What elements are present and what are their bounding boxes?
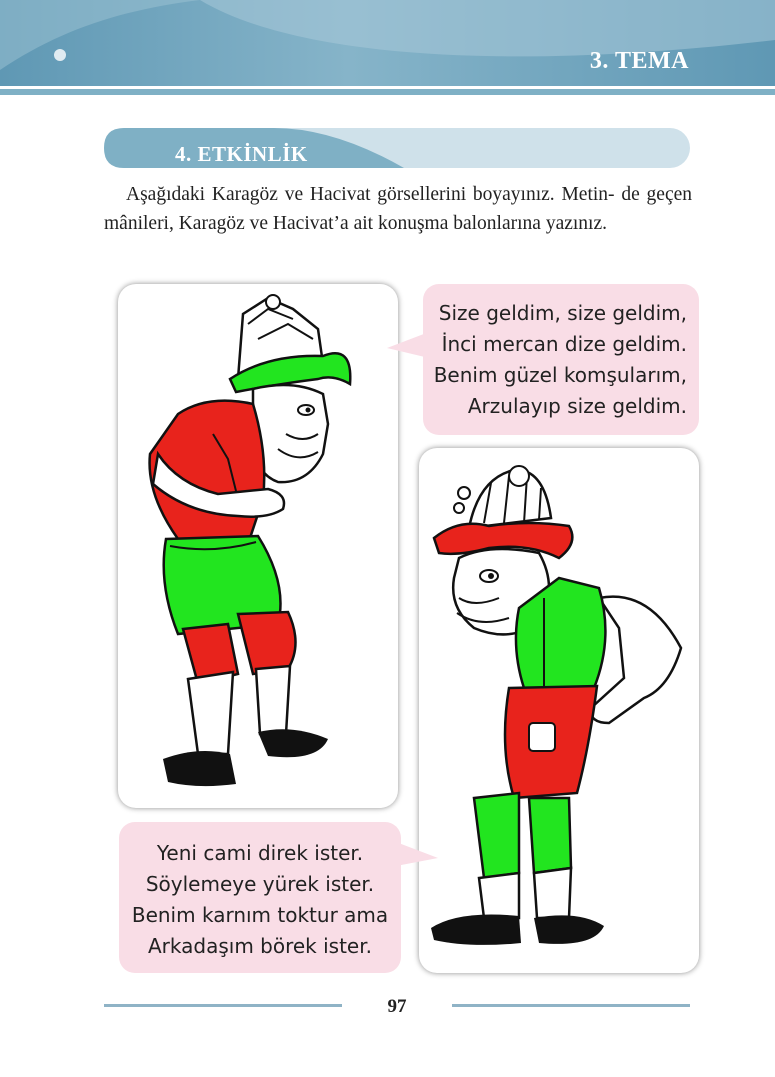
- hacivat-figure: [419, 448, 699, 973]
- verse-line: Yeni cami direk ister.: [156, 841, 364, 865]
- activity-title: 4. ETKİNLİK: [175, 142, 308, 166]
- karagoz-card: [118, 284, 398, 808]
- instruction-line: de geçen mânileri, Karagöz ve Hacivat’a ait konuşma balonlarına: [104, 184, 693, 234]
- verse-line: Arzulayıp size geldim.: [467, 394, 687, 418]
- verse-line: Benim karnım toktur ama: [131, 903, 389, 927]
- instruction-text: [104, 180, 692, 238]
- speech-bubble-bottom-left: [119, 822, 401, 973]
- verse-line: Size geldim, size geldim,: [438, 301, 687, 325]
- verse-line: İnci mercan dize geldim.: [441, 332, 687, 356]
- verse-line: Söylemeye yürek ister.: [145, 872, 375, 896]
- footer-line-right: [452, 1004, 690, 1007]
- theme-label: 3. TEMA: [589, 48, 689, 74]
- instruction-line: Aşağıdaki Karagöz ve Hacivat görsellerini boyayınız. Metin-: [126, 184, 615, 205]
- footer-line-left: [104, 1004, 342, 1007]
- bubble-tail-bottom: [396, 838, 440, 868]
- hacivat-card: [419, 448, 699, 973]
- verse-line: Benim güzel komşularım,: [433, 363, 687, 387]
- karagoz-figure: [118, 284, 398, 808]
- instruction-line: yazınız.: [545, 213, 608, 234]
- speech-bubble-top-right: [423, 284, 699, 435]
- page-number: 97: [387, 996, 407, 1017]
- verse-line: Arkadaşım börek ister.: [148, 934, 372, 958]
